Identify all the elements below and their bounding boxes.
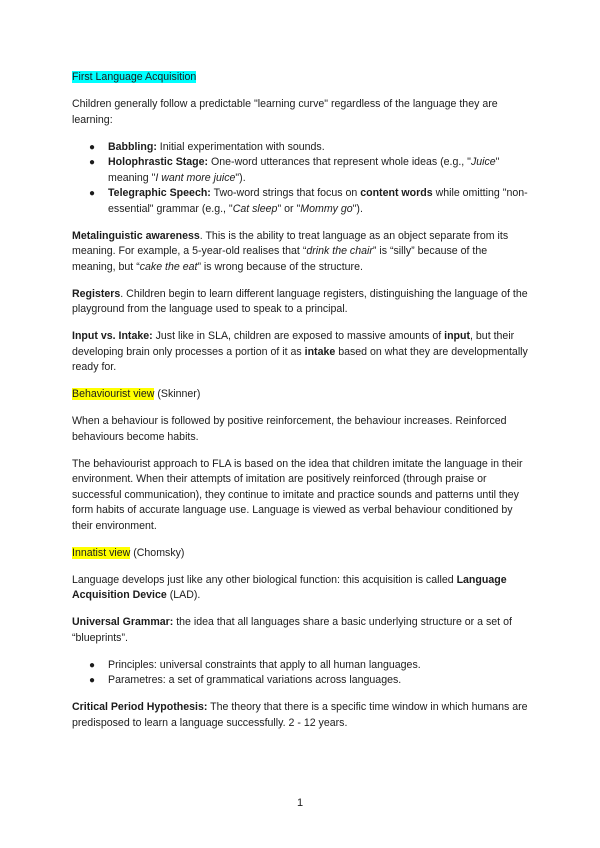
- author: (Skinner): [154, 388, 201, 400]
- innatist-paragraph: [72, 573, 532, 604]
- text: ” is wrong because of the structure.: [197, 260, 363, 273]
- text: The theory that there is a specific time window in which humans are predisposed to learn a language successfully. 2 - 12 years.: [72, 701, 528, 729]
- text: . This is the ability to treat language as an object separate from its meaning. For example, a 5-year-old realises that “: [72, 229, 509, 257]
- fla-heading: First Language Acquisition: [72, 71, 197, 83]
- term: intake: [304, 345, 336, 358]
- text: ” is “silly” because of the meaning, but “: [72, 245, 488, 273]
- bullet-icon: ●: [89, 188, 96, 199]
- example: drink the chair: [306, 245, 373, 257]
- example: Cat sleep: [232, 202, 278, 215]
- behaviourist-heading: Behaviourist view: [72, 388, 155, 400]
- stage-text: ").: [352, 202, 363, 215]
- behaviourist-heading-line: [72, 387, 532, 403]
- term: Metalinguistic awareness: [72, 229, 200, 242]
- term: Critical Period Hypothesis:: [72, 701, 208, 713]
- term: Input vs. Intake:: [72, 330, 153, 342]
- example: I want more juice: [155, 171, 236, 184]
- critical-period-paragraph: [72, 700, 532, 731]
- stage-text: Initial experimentation with sounds.: [156, 140, 325, 153]
- stage-text: ").: [235, 171, 246, 184]
- example: cake the eat: [139, 260, 198, 273]
- text: . Children begin to learn different language registers, distinguishing the language of the playground from the language used to speak to a principal.: [72, 287, 528, 315]
- fla-heading-line: [72, 70, 532, 86]
- universal-grammar-paragraph: [72, 615, 532, 646]
- innatist-heading-line: [72, 546, 532, 562]
- term: Registers: [72, 287, 121, 300]
- text: , but their developing brain only processes a portion of it as: [72, 330, 515, 358]
- stage-term: Holophrastic Stage:: [108, 156, 209, 168]
- page-content: [72, 70, 532, 743]
- item-text: Parametres: a set of grammatical variations across languages.: [108, 674, 402, 686]
- list-item: [89, 186, 532, 217]
- stage-text: while omitting "non-essential" grammar (e.g., ": [108, 187, 528, 215]
- stages-list: [72, 140, 532, 218]
- example: Mommy go: [300, 202, 353, 215]
- bullet-icon: ●: [89, 141, 96, 153]
- list-item: [89, 140, 532, 156]
- author: (Chomsky): [130, 546, 185, 559]
- list-item: [89, 658, 532, 674]
- bullet-icon: ●: [89, 659, 96, 671]
- term: Language Acquisition Device: [72, 573, 507, 601]
- stage-text: " meaning ": [108, 156, 500, 184]
- innatist-heading: Innatist view: [72, 546, 131, 559]
- registers-paragraph: [72, 287, 532, 318]
- list-item: [89, 673, 532, 689]
- stage-term: Telegraphic Speech:: [108, 187, 211, 199]
- behaviourist-paragraph-2: The behaviourist approach to FLA is based on the idea that children imitate the language in their environment. When their attempts of imitation are positively reinforced (through praise or successful communication), they continue to imitate and practice sounds and patterns until they form habits of accurate language use. Language is viewed as verbal behaviour conditioned by their environment.: [72, 457, 523, 532]
- text: the idea that all languages share a basic underlying structure or a set of “blueprints”.: [72, 616, 512, 644]
- intro-paragraph: Children generally follow a predictable "learning curve" regardless of the language they are learning:: [72, 98, 498, 126]
- text: Language develops just like any other biological function: this acquisition is called: [72, 573, 457, 586]
- bullet-icon: ●: [89, 157, 96, 168]
- example: Juice: [470, 156, 496, 168]
- stage-term: content words: [360, 187, 433, 199]
- bullet-icon: ●: [89, 675, 96, 686]
- text: Just like in SLA, children are exposed to massive amounts of: [152, 330, 445, 342]
- item-text: Principles: universal constraints that apply to all human languages.: [108, 658, 421, 671]
- stage-text: " or ": [277, 202, 301, 215]
- stage-term: Babbling:: [108, 140, 157, 153]
- term: Universal Grammar:: [72, 616, 174, 628]
- ug-list: [72, 658, 532, 689]
- input-intake-paragraph: [72, 329, 532, 376]
- text: based on what they are developmentally ready for.: [72, 345, 528, 373]
- text: (LAD).: [166, 589, 201, 601]
- stage-text: One-word utterances that represent whole ideas (e.g., ": [208, 156, 471, 168]
- page-number: 1: [296, 797, 304, 809]
- metalinguistic-paragraph: [72, 229, 532, 276]
- list-item: [89, 155, 532, 186]
- stage-text: Two-word strings that focus on: [210, 187, 361, 199]
- term: input: [444, 330, 471, 342]
- behaviourist-paragraph-1: When a behaviour is followed by positive reinforcement, the behaviour increases. Reinforced behaviours become habits.: [72, 415, 507, 443]
